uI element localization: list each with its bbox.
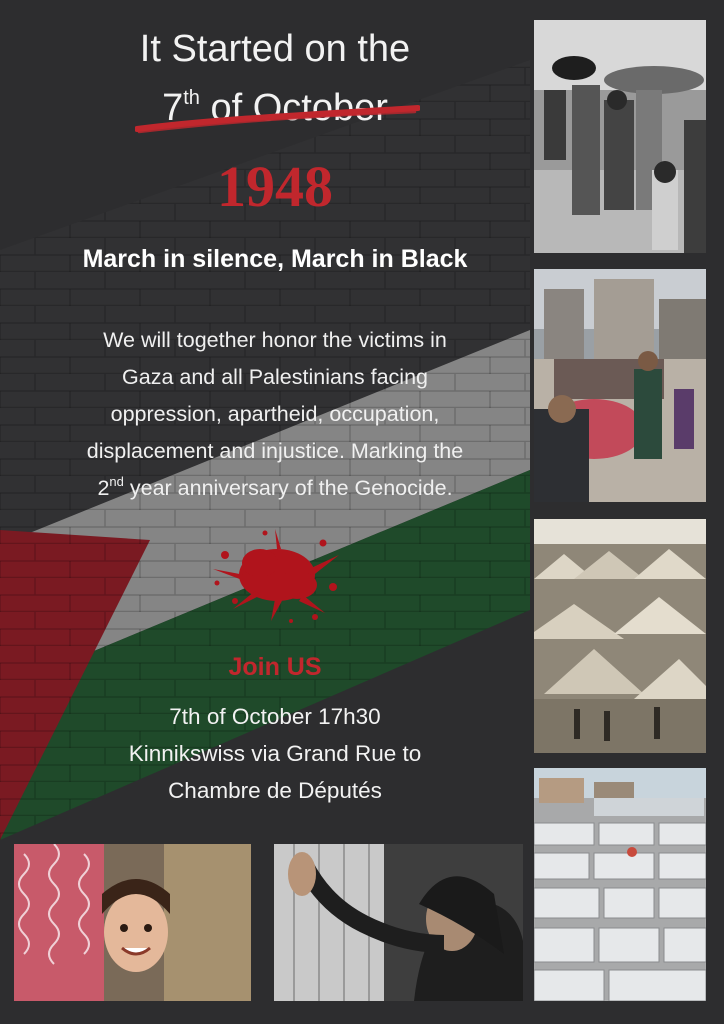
description-line (32, 470, 518, 507)
description-line: Gaza and all Palestinians facing (122, 365, 428, 389)
child-behind-curtain-photo (14, 844, 251, 1001)
slogan: March in silence, March in Black (82, 245, 468, 273)
description-line: oppression, apartheid, occupation, (110, 402, 440, 426)
elderly-woman-at-door-photo (274, 844, 523, 1001)
historic-refugees-walking-photo (534, 20, 706, 253)
join-us-heading: Join US (228, 653, 322, 681)
event-route: Kinnikswiss via Grand Rue to (128, 741, 422, 766)
event-datetime: 7th of October 17h30 (169, 704, 381, 729)
anniversary-text: year anniversary of the Genocide. (129, 476, 453, 500)
year-1948: 1948 (217, 154, 333, 219)
heading-day: 7 (162, 87, 184, 129)
heading-line-1: It Started on the (139, 28, 411, 70)
gaza-displaced-people-photo (534, 269, 706, 502)
red-strikethrough (135, 105, 420, 135)
heading-day-suffix: th (183, 87, 200, 109)
description-line: displacement and injustice. Marking the (86, 439, 464, 463)
event-destination: Chambre de Députés (168, 778, 382, 803)
description (32, 322, 518, 507)
modern-tent-camp-photo (534, 768, 706, 1001)
description-line: We will together honor the victims in (103, 328, 447, 352)
anniversary-number: 2 (97, 476, 110, 500)
heading-month: of October (210, 87, 388, 129)
blood-splatter-icon (205, 525, 345, 625)
historic-refugee-camp-tents-photo (534, 519, 706, 753)
anniversary-suffix: nd (109, 474, 124, 489)
